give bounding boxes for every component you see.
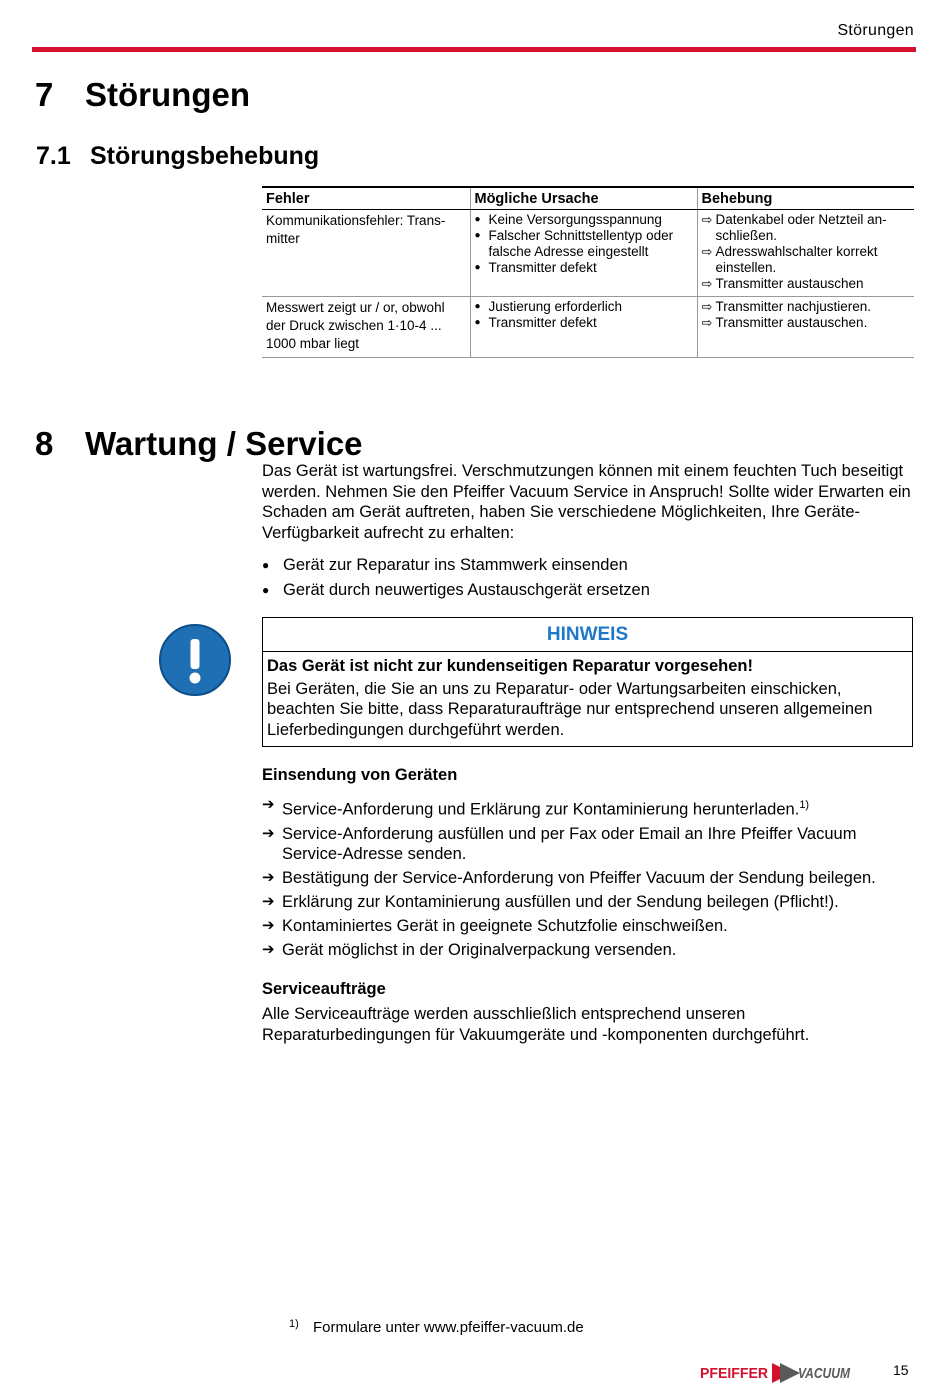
notice-box [262,617,913,747]
list-item: ⇨ Adresswahlschalter korrekt einstellen. [702,244,911,276]
svg-text:PFEIFFER: PFEIFFER [700,1365,769,1382]
cell-line: mitter [266,231,300,246]
step-item: ➔ Service-Anforderung ausfüllen und per Fax oder Email an Ihre Pfeiffer Vacuum Service-Adresse senden. [262,824,912,865]
cell-ursache [470,297,697,358]
column-header-behebung: Behebung [697,187,914,210]
list-item: ● Keine Versorgungsspannung [475,212,693,228]
section-7-heading [35,76,250,114]
intro-paragraph: Das Gerät ist wartungsfrei. Verschmutzungen können mit einem feuchten Tuch beseitigt werden. Nehmen Sie den Pfeiffer Vacuum Service in Anspruch! Sollte wider Erwarten ein Schaden am Gerät auftreten, haben Sie verschiedene Möglichkeiten, Ihre Geräte-Verfügbarkeit aufrecht zu erhalten: [262,462,911,542]
footnote-text: Formulare unter www.pfeiffer-vacuum.de [313,1319,584,1336]
cell-ursache [470,210,697,297]
section-number: 7.1 [36,142,71,170]
cell-line: Messwert zeigt ur / or, obwohl [266,300,445,315]
column-header-ursache: Mögliche Ursache [470,187,697,210]
table-row [262,210,914,297]
svg-text:VACUUM: VACUUM [798,1365,851,1382]
step-item: ➔ Gerät möglichst in der Originalverpackung versenden. [262,940,912,961]
section-8-heading [35,425,363,463]
einsendung-steps [262,795,912,964]
step-item: ➔ Kontaminiertes Gerät in geeignete Schutzfolie einschweißen. [262,916,912,937]
pfeiffer-vacuum-logo [700,1360,850,1386]
cell-line: der Druck zwischen 1·10-4 ... [266,318,442,333]
footnote [289,1318,584,1336]
step-item: ➔ Erklärung zur Kontaminierung ausfüllen und der Sendung beilegen (Pflicht!). [262,892,912,913]
list-item: ⇨ Transmitter nachjustieren. [702,299,911,315]
list-item: ● Transmitter defekt [475,260,693,276]
serviceauftraege-text: Alle Serviceaufträge werden ausschließlich entsprechend unseren Reparaturbedingungen für Vakuumgeräte und -komponenten durchgeführt. [262,1005,810,1044]
notice-body [263,652,912,746]
cell-behebung [697,210,914,297]
einsendung-heading: Einsendung von Geräten [262,766,458,784]
section-number: 7 [35,76,54,113]
bullet-item: ● Gerät zur Reparatur ins Stammwerk einsenden [262,555,912,576]
bullet-item: ● Gerät durch neuwertiges Austauschgerät ersetzen [262,580,912,601]
footnote-marker: 1) [289,1318,299,1330]
cell-behebung [697,297,914,358]
cell-fehler [262,297,470,358]
cell-line: Kommunikationsfehler: Trans- [266,213,446,228]
table-row [262,297,914,358]
notice-text: Bei Geräten, die Sie an uns zu Reparatur- oder Wartungsarbeiten einschicken, beachten Sie bitte, dass Reparaturaufträge nur entsprechend unseren allgemeinen Lieferbedingungen durchgeführt werden. [267,679,873,739]
section-title: Störungsbehebung [90,142,320,170]
section-7-1-heading [36,142,319,171]
header-rule [32,47,916,52]
section-title: Wartung / Service [85,425,363,462]
step-item: ➔ Bestätigung der Service-Anforderung von Pfeiffer Vacuum der Sendung beilegen. [262,868,912,889]
list-item: ● Falscher Schnittstellentyp oder falsche Adresse eingestellt [475,228,693,260]
page-number: 15 [893,1362,909,1378]
step-text: Service-Anforderung und Erklärung zur Kontaminierung herunterladen. [282,800,800,819]
column-header-fehler: Fehler [262,187,470,210]
section-number: 8 [35,425,54,462]
section-title: Störungen [85,76,250,113]
list-item: ⇨ Datenkabel oder Netzteil an-schließen. [702,212,911,244]
exclamation-icon [159,624,231,696]
footnote-ref: 1) [799,799,810,811]
list-item: ● Justierung erforderlich [475,299,693,315]
step-item [262,795,912,820]
cell-fehler [262,210,470,297]
list-item: ● Transmitter defekt [475,315,693,331]
notice-heading: HINWEIS [263,618,912,652]
table-header-row [262,187,914,210]
list-item: ⇨ Transmitter austauschen. [702,315,911,331]
section-8-body [262,461,912,600]
list-item: ⇨ Transmitter austauschen [702,276,911,292]
serviceauftraege-heading: Serviceaufträge [262,980,386,998]
troubleshooting-table [262,186,914,358]
running-header: Störungen [837,22,914,39]
notice-bold-text: Das Gerät ist nicht zur kundenseitigen Reparatur vorgesehen! [267,657,753,675]
cell-line: 1000 mbar liegt [266,336,360,351]
